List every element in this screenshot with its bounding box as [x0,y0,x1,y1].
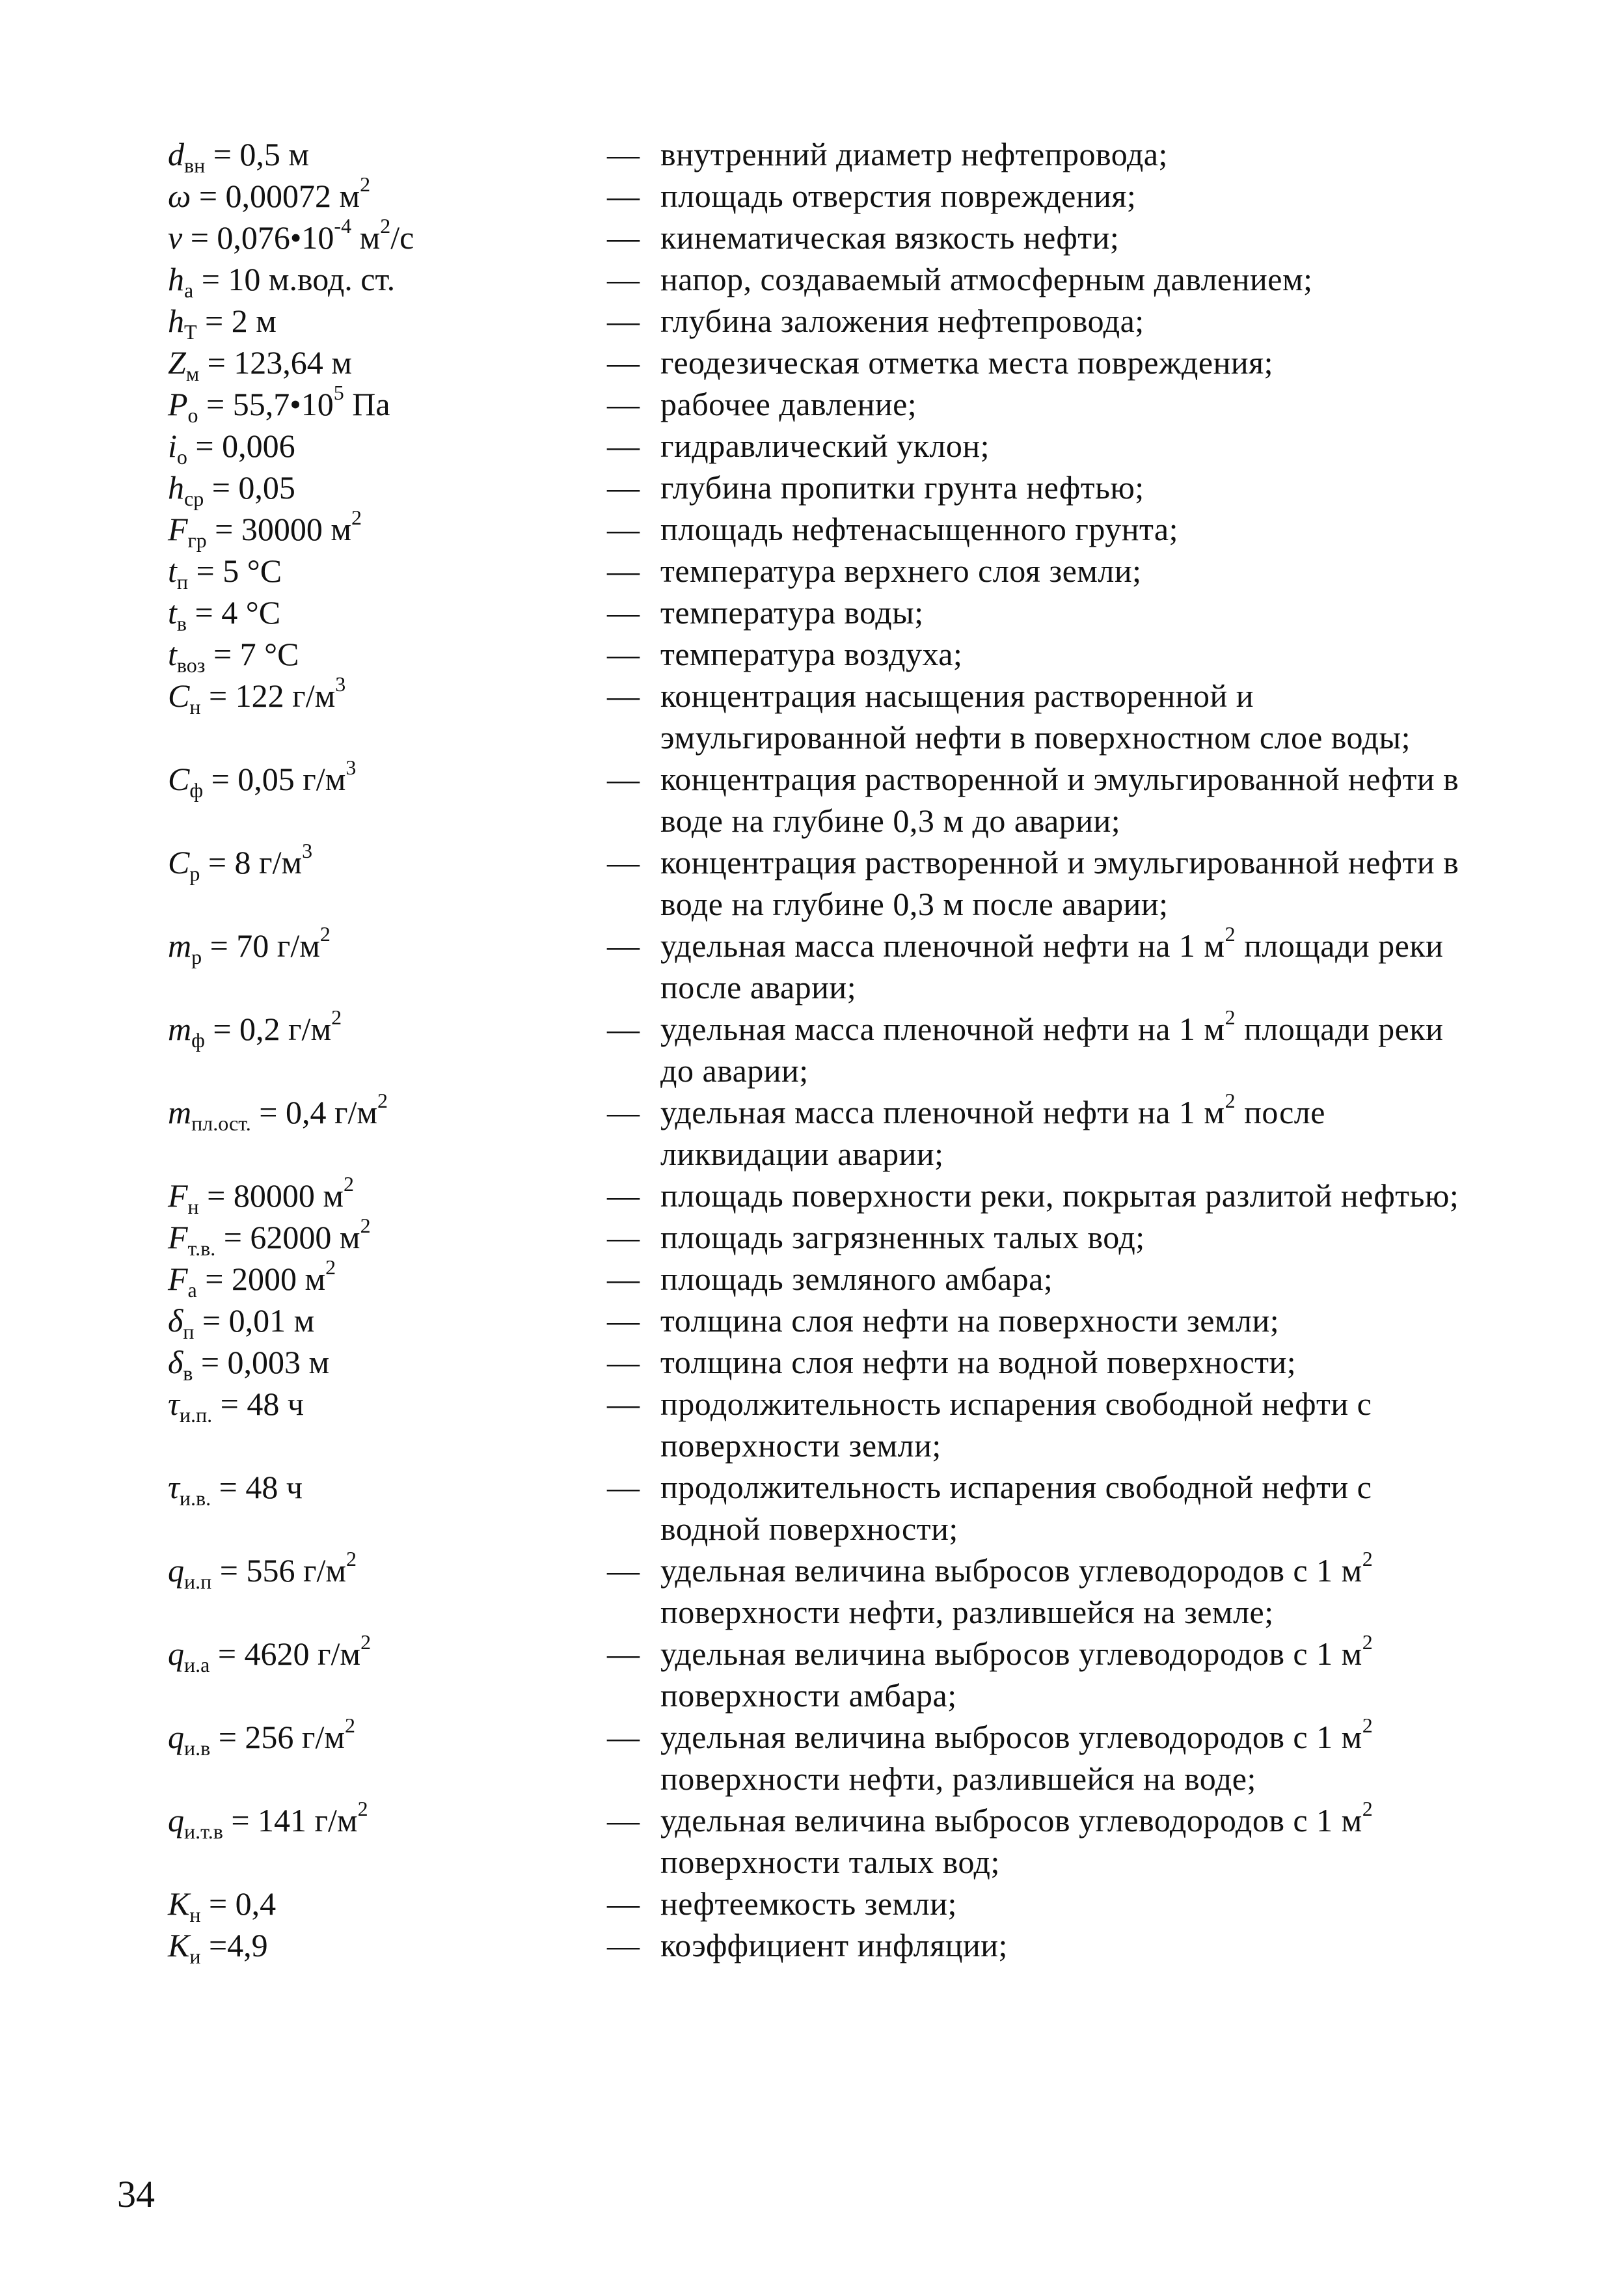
symbol-letter: F [168,1261,188,1297]
parameter-description [660,258,1476,300]
description-exponent: 2 [1225,922,1236,946]
description-text: температура воздуха; [660,636,963,672]
parameter-value: = 7 °С [205,636,299,672]
parameter-description [660,633,1476,675]
value-exponent: 3 [302,839,313,862]
value-exponent: 3 [335,672,346,696]
symbol-letter: C [168,761,190,797]
description-text: температура верхнего слоя земли; [660,553,1142,589]
value-exponent: 5 [333,381,344,404]
parameter-description [660,1630,1476,1716]
symbol-subscript: о [187,403,198,428]
parameter-value: = 10 м.вод. ст. [193,261,396,297]
em-dash: — [607,927,640,964]
parameter-unit-tail: /с [390,219,414,256]
description-text: гидравлический уклон; [660,428,990,464]
em-dash: — [607,1219,640,1255]
symbol-letter: h [168,303,184,339]
symbol-subscript: воз [176,653,206,677]
description-text: толщина слоя нефти на водной поверхности; [660,1344,1297,1380]
symbol-subscript: и.а [184,1653,210,1677]
parameter-symbol [168,1630,607,1677]
parameter-value: = 0,00072 м [191,178,360,214]
parameter-row [168,172,1476,217]
symbol-subscript: р [189,862,200,886]
parameter-value: = 0,05 [204,469,295,506]
description-text: кинематическая вязкость нефти; [660,219,1120,256]
parameter-row [168,133,1476,178]
symbol-letter: m [168,1094,192,1130]
parameter-description [660,425,1476,467]
description-text: рабочее давление; [660,386,917,422]
description-text: толщина слоя нефти на поверхности земли; [660,1302,1280,1339]
parameter-value: = 0,05 г/м [203,761,346,797]
parameter-description [660,1091,1476,1175]
em-dash: — [607,1552,640,1589]
value-exponent: 2 [360,172,371,196]
parameter-description [660,1883,1476,1924]
parameter-value: = 48 ч [212,1386,304,1422]
description-text: площадь нефтенасыщенного грунта; [660,511,1179,547]
parameter-description [660,1547,1476,1633]
symbol-letter: m [168,1011,192,1047]
parameter-row [168,550,1476,592]
symbol-letter: h [168,469,184,506]
parameter-row [168,841,1476,925]
description-text: глубина заложения нефтепровода; [660,303,1144,339]
parameter-description [660,1341,1476,1383]
em-dash: — [607,1261,640,1297]
symbol-letter: m [168,927,192,964]
description-text: концентрация насыщения растворенной и эмульгированной нефти в поверхностном слое воды; [660,677,1411,756]
parameter-value: = 62000 м [215,1219,360,1255]
symbol-subscript: пл.ост. [191,1112,251,1136]
parameter-value: = 55,7•10 [198,386,334,422]
symbol-subscript: и [189,1945,201,1969]
parameter-symbol [168,300,607,342]
description-text: площадь земляного амбара; [660,1261,1053,1297]
description-text: удельная величина выбросов углеводородов с 1 м [660,1635,1362,1672]
parameter-description [660,1924,1476,1966]
parameter-unit: м [351,219,381,256]
parameter-symbol [168,342,607,386]
description-text: нефтеемкость земли; [660,1885,957,1922]
parameter-symbol [168,1255,607,1302]
symbol-letter: q [168,1719,184,1755]
symbol-letter: C [168,677,190,714]
symbol-letter: d [168,136,184,172]
parameter-value: =4,9 [200,1927,268,1963]
em-dash: — [607,1635,640,1672]
parameter-symbol [168,1172,607,1219]
symbol-subscript: п [176,570,189,594]
em-dash: — [607,1177,640,1214]
em-dash: — [607,261,640,297]
parameter-row [168,258,1476,303]
parameter-row [168,1883,1476,1927]
parameter-symbol [168,1341,607,1386]
em-dash: — [607,553,640,589]
description-text: удельная величина выбросов углеводородов с 1 м [660,1719,1362,1755]
parameter-row [168,922,1476,1008]
description-text: удельная масса пленочной нефти на 1 м [660,927,1225,964]
parameter-symbol [168,1797,607,1844]
description-text: коэффициент инфляции; [660,1927,1008,1963]
parameter-description [660,508,1476,550]
description-exponent: 2 [1362,1714,1374,1737]
parameter-row [168,1300,1476,1344]
symbol-subscript: н [189,1903,201,1927]
symbol-subscript: и.т.в [184,1820,223,1844]
symbol-subscript: а [184,279,194,303]
symbol-subscript: вн [184,154,206,178]
description-text: глубина пропитки грунта нефтью; [660,469,1144,506]
value-exponent: 2 [360,1630,372,1654]
description-text-tail: поверхности нефти, разлившейся на земле; [660,1594,1274,1630]
parameter-row [168,214,1476,258]
value-exponent: 2 [377,1089,388,1112]
parameter-row [168,1255,1476,1302]
description-text: удельная величина выбросов углеводородов с 1 м [660,1552,1362,1589]
parameter-row [168,1214,1476,1261]
em-dash: — [607,1302,640,1339]
parameter-row [168,633,1476,675]
em-dash: — [607,511,640,547]
parameter-row [168,381,1476,428]
parameter-description [660,1383,1476,1466]
symbol-letter: K [168,1885,190,1922]
parameter-value: = 0,5 м [205,136,310,172]
symbol-letter: δ [168,1344,183,1380]
em-dash: — [607,178,640,214]
parameter-symbol [168,467,607,511]
parameter-symbol [168,425,607,467]
em-dash: — [607,636,640,672]
parameter-row [168,1172,1476,1219]
parameter-row [168,672,1476,758]
em-dash: — [607,136,640,172]
parameter-list [168,133,1476,1969]
parameter-symbol [168,1300,607,1344]
em-dash: — [607,1719,640,1755]
parameter-description [660,550,1476,592]
parameter-symbol [168,506,607,553]
description-text: площадь отверстия повреждения; [660,178,1137,214]
symbol-letter: P [168,386,188,422]
symbol-letter: i [168,428,177,464]
value-exponent: 2 [331,1005,342,1029]
em-dash: — [607,1094,640,1130]
symbol-subscript: т.в. [187,1237,216,1261]
description-text: удельная масса пленочной нефти на 1 м [660,1011,1225,1047]
description-text: температура воды; [660,594,924,631]
parameter-symbol [168,758,607,800]
parameter-row [168,425,1476,467]
parameter-description [660,383,1476,425]
parameter-symbol [168,1883,607,1927]
symbol-subscript: п [183,1320,195,1344]
description-text: продолжительность испарения свободной нефти с водной поверхности; [660,1469,1372,1547]
parameter-symbol [168,1089,607,1136]
symbol-subscript: н [189,695,201,719]
parameter-symbol [168,922,607,969]
em-dash: — [607,386,640,422]
value-exponent: 2 [344,1172,355,1196]
parameter-value: = 2000 м [196,1261,326,1297]
symbol-subscript: о [176,445,187,469]
em-dash: — [607,1802,640,1839]
parameter-row [168,467,1476,511]
symbol-subscript: и.п [184,1570,212,1594]
parameter-value: = 0,003 м [193,1344,330,1380]
symbol-letter: C [168,844,190,881]
parameter-value: = 70 г/м [202,927,320,964]
symbol-letter: t [168,594,177,631]
symbol-letter: h [168,261,184,297]
symbol-subscript: в [183,1361,193,1386]
parameter-value: = 5 °С [188,553,282,589]
em-dash: — [607,761,640,797]
symbol-letter: Z [168,344,186,381]
parameter-description [660,758,1476,841]
parameter-value: = 556 г/м [211,1552,346,1589]
parameter-row [168,1716,1476,1799]
em-dash: — [607,344,640,381]
symbol-subscript: в [176,612,187,636]
symbol-subscript: ф [191,1028,205,1052]
parameter-symbol [168,258,607,303]
parameter-description [660,300,1476,342]
description-text: площадь поверхности реки, покрытая разлитой нефтью; [660,1177,1459,1214]
symbol-letter: t [168,553,177,589]
parameter-symbol [168,1214,607,1261]
parameter-value: = 0,4 [200,1885,277,1922]
parameter-row [168,1341,1476,1386]
page-number: 34 [117,2173,155,2215]
symbol-letter: τ [168,1386,180,1422]
symbol-subscript: ср [184,487,204,511]
parameter-row [168,1547,1476,1633]
parameter-row [168,300,1476,342]
parameter-symbol [168,550,607,592]
description-text: концентрация растворенной и эмульгированной нефти в воде на глубине 0,3 м до аварии; [660,761,1459,839]
symbol-letter: q [168,1552,184,1589]
em-dash: — [607,1386,640,1422]
symbol-subscript: ф [189,778,204,802]
parameter-symbol [168,1716,607,1758]
parameter-value: = 4620 г/м [210,1635,361,1672]
value-exponent: 2 [319,922,331,946]
em-dash: — [607,1885,640,1922]
parameter-description [660,1005,1476,1091]
symbol-subscript: и.в [184,1736,211,1760]
value-exponent: 2 [357,1797,368,1820]
symbol-letter: q [168,1635,184,1672]
parameter-symbol [168,172,607,217]
parameter-value: = 0,4 г/м [250,1094,378,1130]
parameter-symbol [168,1005,607,1052]
em-dash: — [607,1344,640,1380]
parameter-description [660,467,1476,508]
parameter-description [660,1466,1476,1550]
parameter-description [660,922,1476,1008]
symbol-letter: q [168,1802,184,1839]
parameter-row [168,758,1476,841]
value-exponent: 2 [360,1214,371,1237]
description-text: геодезическая отметка места повреждения; [660,344,1274,381]
symbol-letter: F [168,1177,188,1214]
description-text-tail: поверхности нефти, разлившейся на воде; [660,1760,1256,1797]
value-exponent: 3 [345,756,357,779]
em-dash: — [607,1011,640,1047]
symbol-letter: F [168,1219,188,1255]
parameter-row [168,342,1476,386]
em-dash: — [607,677,640,714]
parameter-symbol [168,1924,607,1969]
description-text-tail: поверхности амбара; [660,1677,957,1714]
description-text: продолжительность испарения свободной нефти с поверхности земли; [660,1386,1372,1464]
parameter-description [660,217,1476,258]
value-exponent: -4 [334,214,352,238]
description-text: площадь загрязненных талых вод; [660,1219,1145,1255]
description-text-tail: поверхности талых вод; [660,1844,1000,1880]
parameter-row [168,1466,1476,1550]
parameter-value: = 0,2 г/м [204,1011,332,1047]
parameter-symbol [168,1383,607,1425]
parameter-row [168,592,1476,636]
description-exponent: 2 [1362,1797,1374,1820]
parameter-value: = 8 г/м [200,844,303,881]
symbol-subscript: м [185,362,200,386]
description-text: внутренний диаметр нефтепровода; [660,136,1168,172]
parameter-row [168,1799,1476,1883]
parameter-description [660,175,1476,217]
parameter-value: = 0,006 [187,428,295,464]
description-text-tail: после ликвидации аварии; [660,1094,1325,1172]
value-exponent: 2 [351,506,362,529]
symbol-letter: ω [168,178,191,214]
parameter-description [660,1175,1476,1216]
parameter-value: = 30000 м [206,511,352,547]
em-dash: — [607,1927,640,1963]
em-dash: — [607,844,640,881]
parameter-symbol [168,672,607,719]
parameter-description [660,133,1476,175]
parameter-row [168,1924,1476,1969]
parameter-description [660,1799,1476,1883]
em-dash: — [607,428,640,464]
symbol-letter: δ [168,1302,183,1339]
value-exponent: 2 [344,1714,355,1737]
symbol-letter: F [168,511,188,547]
parameter-value: = 256 г/м [210,1719,345,1755]
symbol-subscript: а [187,1278,197,1302]
parameter-description [660,592,1476,633]
parameter-value: = 48 ч [211,1469,303,1505]
parameter-symbol [168,381,607,428]
value-exponent: 2 [325,1255,336,1279]
symbol-subscript: T [184,320,197,344]
parameter-row [168,1383,1476,1466]
parameter-value: = 0,01 м [194,1302,315,1339]
parameter-symbol [168,633,607,675]
parameter-value: = 122 г/м [200,677,336,714]
parameter-description [660,675,1476,758]
parameter-value: = 123,64 м [199,344,352,381]
parameter-unit: Па [344,386,390,422]
value-exponent: 2 [346,1547,357,1570]
description-exponent: 2 [1225,1005,1236,1029]
parameter-description [660,1300,1476,1341]
em-dash: — [607,469,640,506]
parameter-description [660,1258,1476,1300]
symbol-subscript: р [191,945,202,969]
symbol-subscript: и.п. [179,1403,213,1427]
parameter-row [168,506,1476,553]
symbol-letter: ν [168,219,183,256]
unit-exponent: 2 [380,214,391,238]
parameter-row [168,1630,1476,1716]
parameter-value: = 4 °С [187,594,281,631]
parameter-symbol [168,1466,607,1511]
em-dash: — [607,1469,640,1505]
parameter-symbol [168,133,607,178]
parameter-row [168,1091,1476,1175]
parameter-description [660,1716,1476,1799]
parameter-value: = 0,076•10 [182,219,334,256]
em-dash: — [607,219,640,256]
description-text: удельная масса пленочной нефти на 1 м [660,1094,1225,1130]
description-exponent: 2 [1362,1547,1374,1570]
em-dash: — [607,303,640,339]
parameter-value: = 80000 м [198,1177,344,1214]
parameter-symbol [168,592,607,636]
parameter-symbol [168,214,607,258]
description-exponent: 2 [1362,1630,1374,1654]
symbol-subscript: н [187,1195,199,1219]
symbol-subscript: гр [187,528,207,553]
parameter-description [660,1216,1476,1258]
description-exponent: 2 [1225,1089,1236,1112]
description-text: напор, создаваемый атмосферным давлением; [660,261,1313,297]
parameter-description [660,841,1476,925]
parameter-symbol [168,1547,607,1594]
parameter-description [660,342,1476,383]
parameter-value: = 141 г/м [223,1802,358,1839]
parameter-row [168,1005,1476,1091]
description-text-tail: площади реки после аварии; [660,927,1444,1005]
description-text: концентрация растворенной и эмульгированной нефти в воде на глубине 0,3 м после аварии; [660,844,1459,922]
parameter-value: = 2 м [196,303,277,339]
description-text: удельная величина выбросов углеводородов с 1 м [660,1802,1362,1839]
description-text-tail: площади реки до аварии; [660,1011,1444,1089]
symbol-letter: τ [168,1469,180,1505]
parameter-symbol [168,839,607,886]
symbol-subscript: и.в. [179,1486,211,1511]
symbol-letter: t [168,636,177,672]
em-dash: — [607,594,640,631]
symbol-letter: K [168,1927,190,1963]
